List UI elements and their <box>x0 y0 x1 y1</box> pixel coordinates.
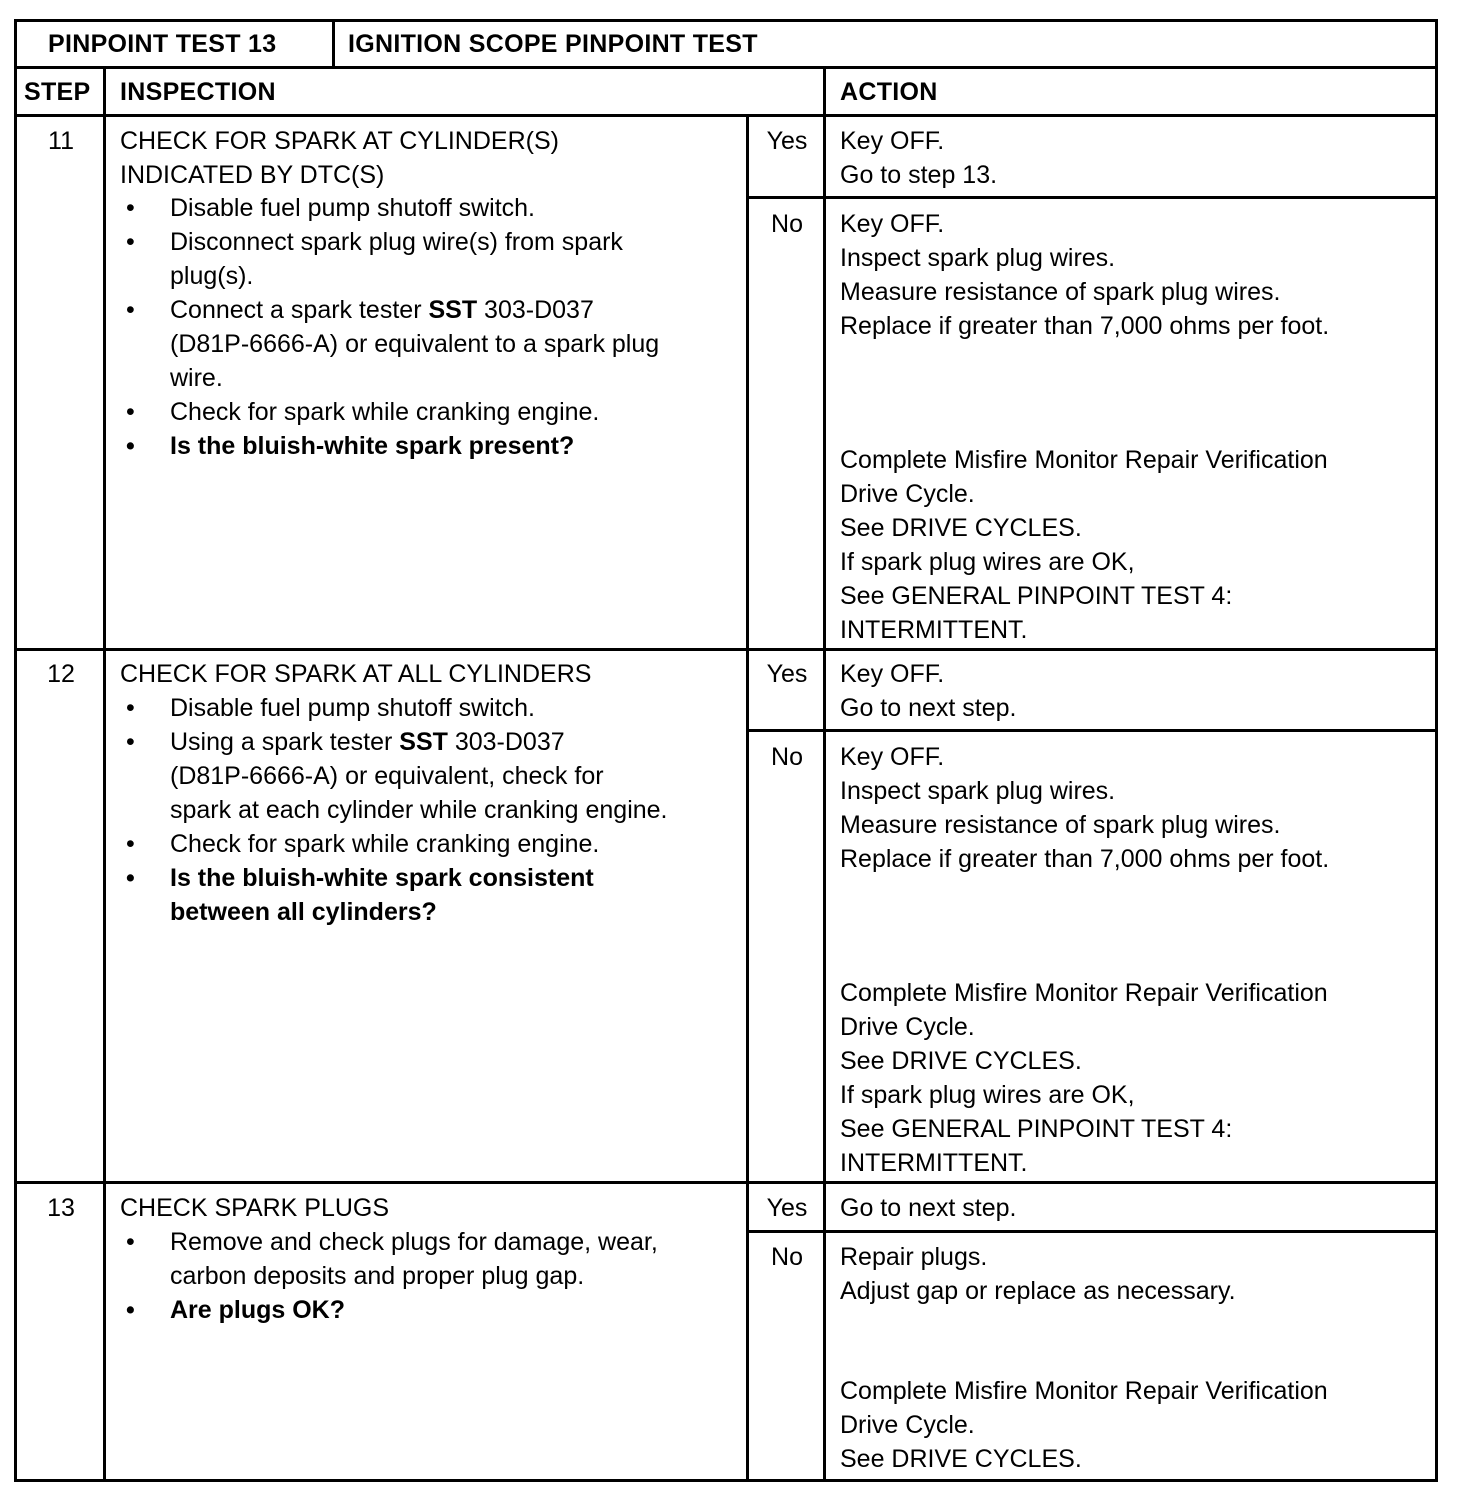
bullet-icon: • <box>126 1228 135 1256</box>
list-item: • Is the bluish-white spark present? <box>120 429 659 463</box>
no-label: No <box>771 210 803 238</box>
row12-yes-no-divider <box>748 729 1438 732</box>
list-item: • Check for spark while cranking engine. <box>120 395 659 429</box>
bullet-icon: • <box>126 864 135 892</box>
bullet-icon: • <box>126 296 135 324</box>
list-item: • Using a spark tester SST 303-D037 <box>120 725 668 759</box>
no-action-verification: Complete Misfire Monitor Repair Verification Drive Cycle. See DRIVE CYCLES. If spark plug wires are OK, See GENERAL PINPOINT TEST 4: INTERMITTENT. <box>840 446 1328 644</box>
row-divider-11-12 <box>14 648 1438 651</box>
list-item: • Disable fuel pump shutoff switch. <box>120 191 659 225</box>
list-item: between all cylinders? <box>170 898 437 926</box>
bullet-icon: • <box>126 728 135 756</box>
row-divider-12-13 <box>14 1181 1438 1184</box>
step-title-line: CHECK FOR SPARK AT ALL CYLINDERS <box>120 660 592 688</box>
inspection-bullets <box>120 691 668 929</box>
list-item: carbon deposits and proper plug gap. <box>170 1262 585 1290</box>
header-divider <box>14 66 1438 69</box>
test-number: PINPOINT TEST 13 <box>48 30 277 58</box>
row11-yes-no-divider <box>748 196 1438 199</box>
list-item: • Disable fuel pump shutoff switch. <box>120 691 668 725</box>
step-title-line: CHECK FOR SPARK AT CYLINDER(S) <box>120 127 559 155</box>
step-number: 13 <box>47 1194 75 1222</box>
table-border-left <box>14 19 17 1482</box>
yes-label: Yes <box>766 1194 808 1222</box>
list-item: • Is the bluish-white spark consistent <box>120 861 668 895</box>
table-border-top <box>14 19 1438 22</box>
row13-yes-no-divider <box>748 1230 1438 1233</box>
no-action-verification: Complete Misfire Monitor Repair Verification Drive Cycle. See DRIVE CYCLES. If spark plug wires are OK, See GENERAL PINPOINT TEST 4: INTERMITTENT. <box>840 979 1328 1177</box>
column-header-action: ACTION <box>840 78 938 106</box>
step-title-line: CHECK SPARK PLUGS <box>120 1194 390 1222</box>
table-border-right <box>1435 19 1438 1482</box>
no-action: Key OFF. Inspect spark plug wires. Measure resistance of spark plug wires. Replace if greater than 7,000 ohms per foot. <box>840 210 1330 340</box>
column-header-inspection: INSPECTION <box>120 78 276 106</box>
list-item: wire. <box>170 364 223 392</box>
bullet-icon: • <box>126 694 135 722</box>
yes-no-column-divider <box>746 114 749 1482</box>
no-label: No <box>771 743 803 771</box>
list-item: • Connect a spark tester SST 303-D037 <box>120 293 659 327</box>
table-border-bottom <box>14 1479 1438 1482</box>
list-item: • Check for spark while cranking engine. <box>120 827 668 861</box>
column-header-divider <box>14 114 1438 117</box>
yes-action: Key OFF. Go to step 13. <box>840 127 998 189</box>
step-column-divider <box>103 66 106 1482</box>
list-item: • Remove and check plugs for damage, wear, <box>120 1225 658 1259</box>
inspection-bullets <box>120 191 659 463</box>
yes-action: Key OFF. Go to next step. <box>840 660 1017 722</box>
bullet-icon: • <box>126 228 135 256</box>
yes-label: Yes <box>766 127 808 155</box>
yes-label: Yes <box>766 660 808 688</box>
inspection-bullets <box>120 1225 658 1327</box>
list-item: plug(s). <box>170 262 254 290</box>
list-item: (D81P-6666-A) or equivalent to a spark plug <box>170 330 660 358</box>
list-item: • Are plugs OK? <box>120 1293 658 1327</box>
test-title: IGNITION SCOPE PINPOINT TEST <box>348 30 758 58</box>
bullet-icon: • <box>126 398 135 426</box>
bullet-icon: • <box>126 830 135 858</box>
list-item: spark at each cylinder while cranking engine. <box>170 796 668 824</box>
no-action: Key OFF. Inspect spark plug wires. Measure resistance of spark plug wires. Replace if greater than 7,000 ohms per foot. <box>840 743 1330 873</box>
header-title-divider <box>332 19 335 68</box>
step-number: 11 <box>48 127 74 155</box>
bullet-icon: • <box>126 432 135 460</box>
bullet-icon: • <box>126 194 135 222</box>
no-action: Repair plugs. Adjust gap or replace as necessary. <box>840 1243 1236 1305</box>
bullet-icon: • <box>126 1296 135 1324</box>
no-action-verification: Complete Misfire Monitor Repair Verification Drive Cycle. See DRIVE CYCLES. <box>840 1377 1328 1473</box>
yes-action: Go to next step. <box>840 1194 1017 1222</box>
list-item: (D81P-6666-A) or equivalent, check for <box>170 762 604 790</box>
list-item: • Disconnect spark plug wire(s) from spark <box>120 225 659 259</box>
column-header-step: STEP <box>24 78 91 106</box>
step-number: 12 <box>47 660 75 688</box>
step-title-line: INDICATED BY DTC(S) <box>120 161 385 189</box>
no-label: No <box>771 1243 803 1271</box>
